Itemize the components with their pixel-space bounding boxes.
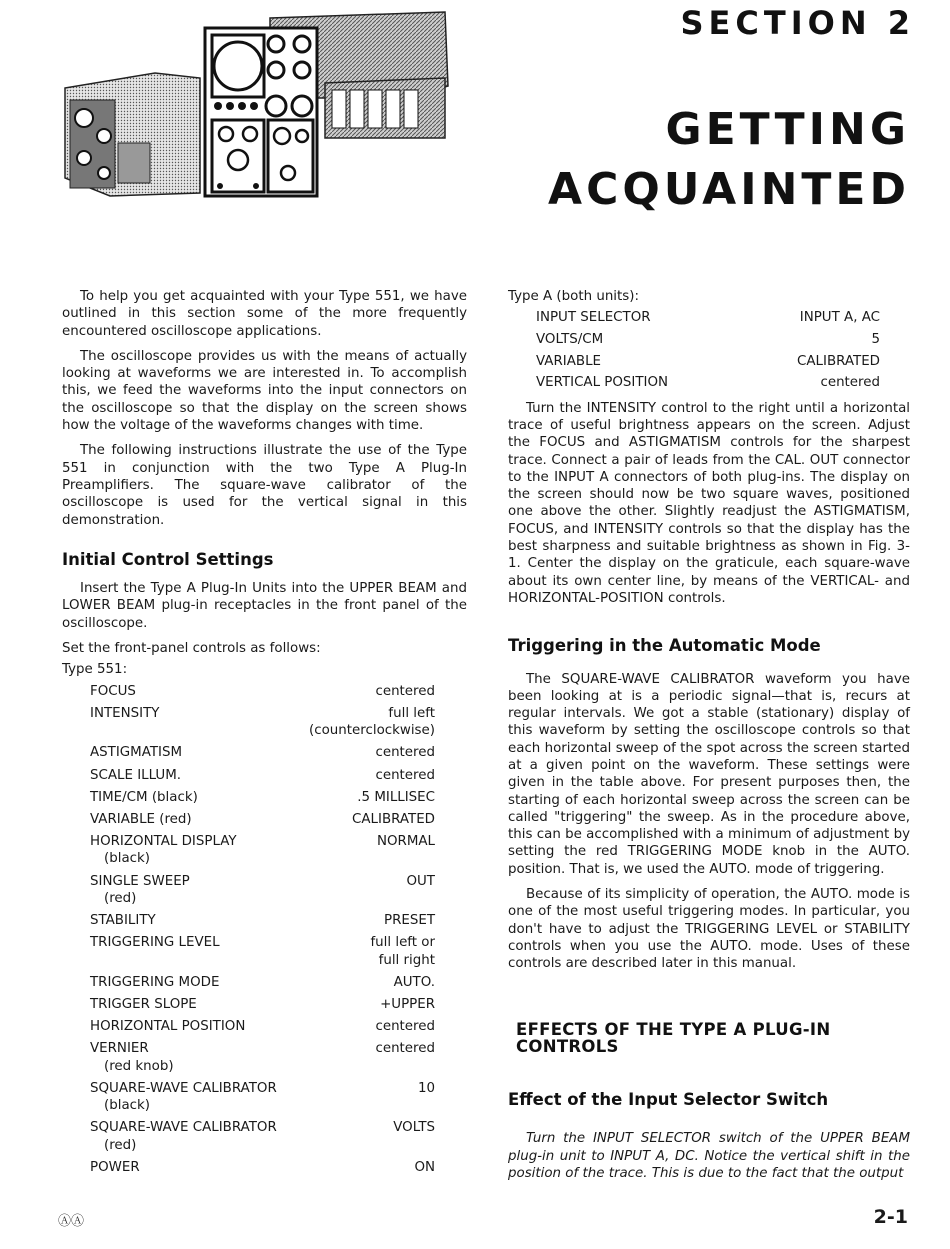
page-title — [500, 100, 910, 220]
setting-row — [90, 934, 435, 969]
heading-initial-control-settings: Initial Control Settings — [62, 549, 274, 569]
intro-paragraph-1: To help you get acquainted with your Type 551, we have outlined in this section some of the more frequently encountered oscilloscope applications. — [62, 289, 467, 339]
setting-name-sub: (black) — [104, 851, 150, 867]
setting-name: HORIZONTAL DISPLAY — [90, 834, 237, 850]
setting-row — [90, 996, 435, 1013]
setting-name: ASTIGMATISM — [90, 745, 183, 761]
setting-row — [90, 744, 435, 761]
setting-name: TRIGGERING LEVEL — [90, 935, 220, 951]
trigger-paragraph-1: The SQUARE-WAVE CALIBRATOR waveform you have been looking at is a periodic signal—that is, recurs at regular intervals. We got a stable (stationary) display of this waveform by setting the oscilloscope controls so that each horizontal sweep of the spot across the screen started at a given point on the waveform. These settings were given in the table above. For present purposes then, the starting of each horizontal sweep across the screen can be called "triggering" the sweep. As in the procedure above, this can be accomplished with a minimum of adjustment by setting the red TRIGGERING MODE knob in the AUTO. position. That is, we used the AUTO. mode of triggering. — [508, 671, 910, 877]
intro-paragraph-2: The oscilloscope provides us with the means of actually looking at waveforms we are interested in. To accomplish this, we feed the waveforms into the input connectors on the oscilloscope so that the display on the screen shows how the voltage of the waveforms changes with time. — [62, 348, 467, 434]
setting-name: SINGLE SWEEP — [90, 873, 190, 889]
left-column — [62, 288, 467, 1181]
setting-name: TRIGGERING MODE — [90, 974, 220, 990]
right-column — [508, 288, 910, 1190]
setting-value-continued: (counterclockwise) — [309, 723, 435, 739]
setting-value: 10 — [417, 1080, 435, 1096]
setting-name: TRIGGER SLOPE — [90, 996, 197, 1012]
intensity-paragraph: Turn the INTENSITY control to the right until a horizontal trace of useful brightness appears on the screen. Adjust the FOCUS and ASTIGMATISM controls for the sharpest trace. Connect a pair of leads from the CAL. OUT connector to the INPUT A connectors of both plug-ins. The display on the screen should now be two square waves, positioned one above the other. Slightly readjust the ASTIGMATISM, FOCUS, and INTENSITY controls so that the display has the best sharpness and suitable brightness as shown in Fig. 3-1. Center the display on the graticule, each square-wave about its own center line, by means of the VERTICAL- and HORIZONTAL-POSITION controls. — [508, 400, 910, 606]
setting-name: HORIZONTAL POSITION — [90, 1019, 246, 1035]
initial-paragraph-2: Set the front-panel controls as follows: — [62, 641, 321, 657]
setting-value: centered — [820, 375, 880, 391]
setting-value: ON — [414, 1159, 435, 1175]
heading-triggering-automatic: Triggering in the Automatic Mode — [508, 636, 821, 656]
page-number: 2-1 — [873, 1206, 908, 1228]
setting-value: full left — [388, 705, 435, 721]
setting-row — [90, 873, 435, 908]
setting-value: AUTO. — [393, 974, 435, 990]
setting-name: VARIABLE (red) — [90, 811, 192, 827]
setting-row — [90, 1159, 435, 1176]
setting-row — [90, 1080, 435, 1115]
setting-row — [90, 833, 435, 868]
publisher-mark: ⒶⒶ — [58, 1214, 85, 1229]
input-paragraph: Turn the INPUT SELECTOR switch of the UPPER BEAM plug-in unit to INPUT A, DC. Notice the vertical shift in the position of the trace. This is due to the fact that the output — [508, 1131, 910, 1182]
setting-name-sub: (red knob) — [104, 1058, 174, 1074]
setting-value: centered — [375, 745, 435, 761]
setting-name: INPUT SELECTOR — [536, 310, 651, 326]
setting-row — [90, 974, 435, 991]
setting-row — [90, 912, 435, 929]
setting-value: full left or — [370, 935, 435, 951]
setting-name: TIME/CM (black) — [90, 789, 198, 805]
setting-value: centered — [375, 767, 435, 783]
setting-row — [90, 1119, 435, 1154]
setting-row — [90, 1018, 435, 1035]
setting-value: centered — [375, 683, 435, 699]
typeA-settings-table — [536, 309, 880, 391]
setting-value: INPUT A, AC — [799, 310, 880, 326]
setting-name: FOCUS — [90, 683, 136, 699]
setting-value: 5 — [871, 331, 880, 347]
page-title-line-2: ACQUAINTED — [548, 164, 910, 215]
setting-value-continued: full right — [378, 952, 435, 968]
setting-value: OUT — [406, 873, 435, 889]
oscilloscope-illustration — [60, 8, 460, 203]
initial-paragraph-1: Insert the Type A Plug-In Units into the UPPER BEAM and LOWER BEAM plug-in receptacles in the front panel of the oscilloscope. — [62, 581, 467, 631]
setting-name: SQUARE-WAVE CALIBRATOR — [90, 1120, 277, 1136]
setting-name-sub: (red) — [104, 890, 137, 906]
typeA-label: Type A (both units): — [508, 289, 639, 304]
settings-table — [90, 683, 435, 1176]
setting-value: CALIBRATED — [352, 811, 435, 827]
setting-name: SQUARE-WAVE CALIBRATOR — [90, 1080, 277, 1096]
setting-row — [90, 811, 435, 828]
setting-name: VOLTS/CM — [536, 331, 604, 347]
setting-name: STABILITY — [90, 913, 156, 929]
setting-row — [536, 331, 880, 348]
setting-name: SCALE ILLUM. — [90, 767, 182, 783]
setting-row — [90, 683, 435, 700]
setting-name: VERNIER — [90, 1041, 149, 1057]
setting-value: NORMAL — [376, 834, 435, 850]
section-number: SECTION 2 — [680, 4, 915, 42]
setting-row — [90, 767, 435, 784]
setting-row — [90, 789, 435, 806]
setting-name-sub: (red) — [104, 1137, 137, 1153]
setting-row — [536, 374, 880, 391]
setting-value: VOLTS — [393, 1120, 435, 1136]
setting-name: POWER — [90, 1159, 140, 1175]
trigger-paragraph-2: Because of its simplicity of operation, the AUTO. mode is one of the most useful triggering modes. In particular, you don't have to adjust the TRIGGERING LEVEL or STABILITY controls when you use the AUTO. mode. Uses of these controls are described later in this manual. — [508, 887, 910, 972]
setting-name: VARIABLE — [536, 353, 601, 369]
heading-effects-plugin-controls: EFFECTS OF THE TYPE A PLUG-IN CONTROLS — [516, 1019, 831, 1056]
setting-value: CALIBRATED — [797, 353, 880, 369]
heading-input-selector-switch: Effect of the Input Selector Switch — [508, 1090, 829, 1110]
page-title-line-1: GETTING — [665, 104, 910, 155]
setting-value: centered — [375, 1019, 435, 1035]
setting-row — [90, 705, 435, 740]
type551-label: Type 551: — [62, 662, 128, 678]
intro-paragraph-3: The following instructions illustrate the use of the Type 551 in conjunction with the two Type A Plug-In Preamplifiers. The square-wave calibrator of the oscilloscope is used for the vertical signal in this demonstration. — [62, 443, 467, 528]
setting-value: PRESET — [384, 913, 435, 929]
setting-name-sub: (black) — [104, 1098, 150, 1114]
setting-row — [536, 309, 880, 326]
setting-row — [536, 353, 880, 370]
setting-value: .5 MILLISEC — [357, 789, 435, 805]
setting-value: +UPPER — [380, 996, 435, 1012]
setting-name: VERTICAL POSITION — [536, 375, 669, 391]
setting-name: INTENSITY — [90, 705, 160, 721]
setting-row — [90, 1040, 435, 1075]
setting-value: centered — [375, 1041, 435, 1057]
